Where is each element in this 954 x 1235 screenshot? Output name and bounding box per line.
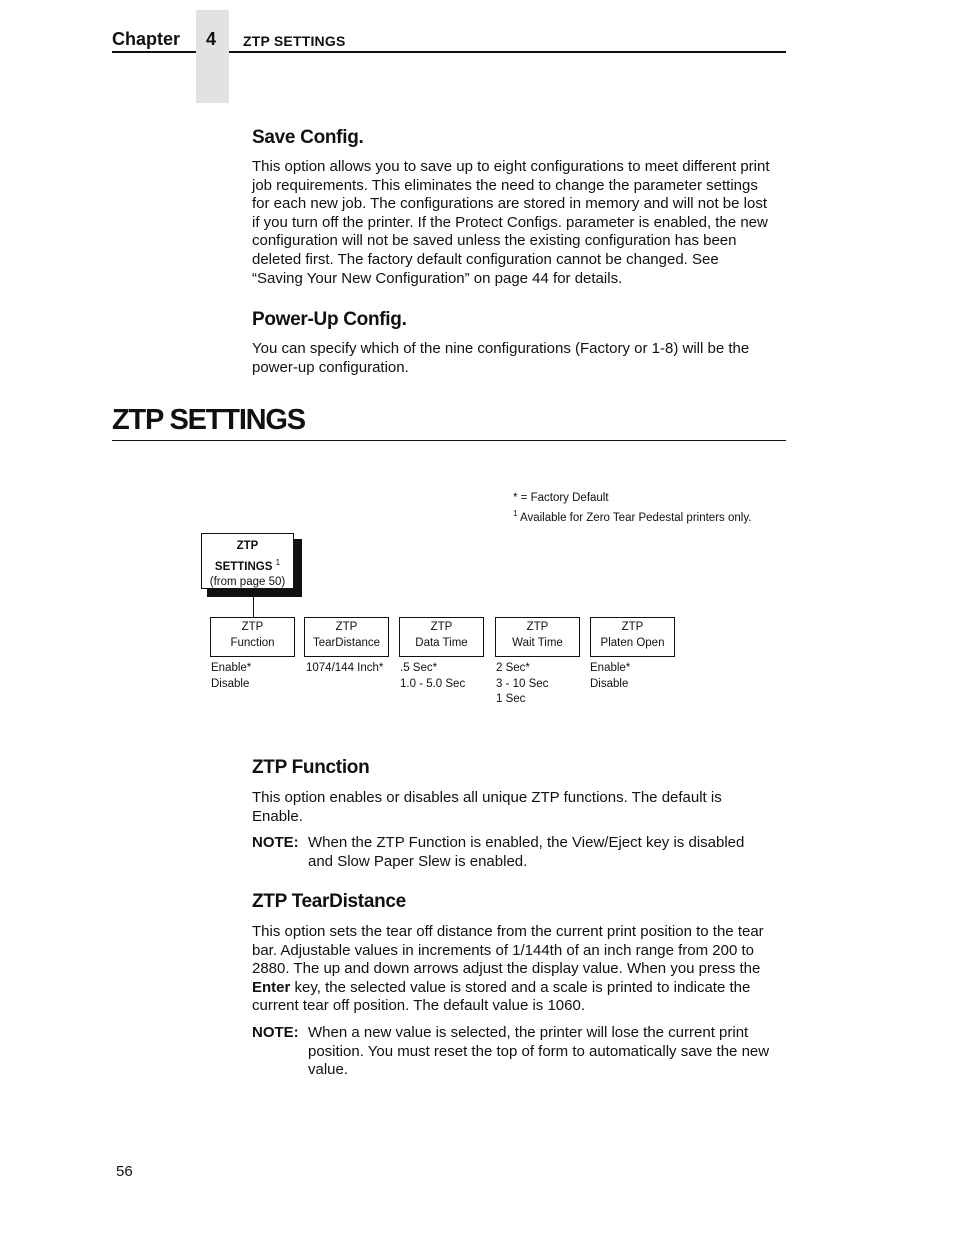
header-rule <box>112 51 196 53</box>
option-value: Enable* <box>211 662 252 674</box>
root-line: SETTINGS <box>214 560 273 573</box>
text-line: current tear off position. The default value is 1060. <box>252 997 585 1015</box>
option-value: 2 Sec* <box>496 662 530 674</box>
text-line: power-up configuration. <box>252 358 409 376</box>
ztp-teardistance-heading: ZTP TearDistance <box>252 891 406 912</box>
footnote-mark: 1 <box>275 557 281 567</box>
ztp-function-box <box>210 617 295 657</box>
footnote-mark: 1 <box>513 509 518 518</box>
box-line: ZTP <box>241 621 264 633</box>
ztp-wait-time-box <box>495 617 580 657</box>
ztp-platen-open-options <box>590 661 630 692</box>
section-title: ZTP SETTINGS <box>112 404 305 436</box>
text-line: value. <box>308 1061 349 1079</box>
header-rule <box>229 51 786 53</box>
option-value: 1 Sec <box>496 693 526 706</box>
box-line: Function <box>230 636 275 649</box>
option-value: Enable* <box>590 662 631 674</box>
ztp-settings-root-box <box>201 533 294 589</box>
box-line: Platen Open <box>600 636 665 649</box>
box-line: ZTP <box>430 621 453 633</box>
option-value: Disable <box>590 677 629 690</box>
power-up-config-paragraph <box>252 340 784 377</box>
box-line: ZTP <box>526 621 549 633</box>
ztp-function-heading: ZTP Function <box>252 757 370 778</box>
note-label: NOTE: <box>252 834 299 851</box>
option-value: .5 Sec* <box>400 662 438 674</box>
option-value: 1074/144 Inch* <box>306 662 384 674</box>
option-value: 1.0 - 5.0 Sec <box>400 677 466 690</box>
text-line: key, the selected value is stored and a scale is printed to indicate the <box>290 978 751 996</box>
text-line: job requirements. This eliminates the need to change the parameter settings <box>252 176 758 194</box>
ztp-teardistance-note <box>308 1024 784 1080</box>
save-config-paragraph <box>252 158 784 288</box>
chapter-label: Chapter <box>112 29 181 49</box>
ztp-data-time-box <box>399 617 484 657</box>
diagram-connector <box>253 597 254 617</box>
footnote-legend <box>513 506 751 526</box>
ztp-function-note <box>308 834 784 871</box>
root-source-page: (from page 50) <box>209 575 286 588</box>
text-line: This option sets the tear off distance from the current print position to the tear <box>252 923 764 940</box>
save-config-heading: Save Config. <box>252 127 364 148</box>
ztp-wait-time-options <box>496 661 548 708</box>
text-line: position. You must reset the top of form to automatically save the new <box>308 1042 770 1060</box>
section-rule <box>112 440 786 441</box>
ztp-teardistance-box <box>304 617 389 657</box>
text-line: “Saving Your New Configuration” on page 44 for details. <box>252 269 623 287</box>
enter-key-term: Enter <box>252 978 291 996</box>
text-line: This option allows you to save up to eight configurations to meet different print <box>252 158 770 175</box>
power-up-config-heading: Power-Up Config. <box>252 309 407 330</box>
text-line: for each new job. The configurations are stored in memory and will not be lost <box>252 195 767 213</box>
text-line: configuration will not be saved unless the existing configuration has been <box>252 232 737 250</box>
note-label: NOTE: <box>252 1024 299 1041</box>
factory-default-legend: * = Factory Default <box>513 492 609 504</box>
ztp-data-time-options <box>400 661 465 692</box>
footnote-text: Available for Zero Tear Pedestal printers only. <box>520 511 752 524</box>
ztp-platen-open-box <box>590 617 675 657</box>
running-header-title: ZTP SETTINGS <box>243 33 346 49</box>
ztp-function-paragraph <box>252 789 784 826</box>
ztp-teardistance-options <box>306 661 383 677</box>
ztp-function-options <box>211 661 251 692</box>
option-value: 3 - 10 Sec <box>496 677 549 690</box>
text-line: deleted first. The factory default configuration cannot be changed. See <box>252 250 719 268</box>
text-line: When a new value is selected, the printer will lose the current print <box>308 1024 749 1041</box>
text-line: Enable. <box>252 807 303 825</box>
text-line: This option enables or disables all unique ZTP functions. The default is <box>252 789 722 806</box>
chapter-number: 4 <box>206 29 217 49</box>
ztp-teardistance-paragraph <box>252 923 784 1016</box>
chapter-tab <box>196 10 229 103</box>
box-line: Data Time <box>415 636 468 649</box>
box-line: ZTP <box>335 621 358 633</box>
text-line: bar. Adjustable values in increments of 1/144th of an inch range from 200 to <box>252 941 754 959</box>
text-line: You can specify which of the nine configurations (Factory or 1-8) will be the <box>252 340 750 357</box>
box-line: Wait Time <box>512 636 563 649</box>
text-line: 2880. The up and down arrows adjust the display value. When you press the <box>252 960 761 978</box>
text-line: and Slow Paper Slew is enabled. <box>308 852 528 870</box>
box-line: ZTP <box>621 621 644 633</box>
root-line: ZTP <box>236 540 259 552</box>
option-value: Disable <box>211 677 250 690</box>
box-line: TearDistance <box>312 636 381 649</box>
text-line: When the ZTP Function is enabled, the View/Eject key is disabled <box>308 834 745 851</box>
page-number: 56 <box>116 1163 133 1180</box>
text-line: if you turn off the printer. If the Protect Configs. parameter is enabled, the new <box>252 213 768 231</box>
